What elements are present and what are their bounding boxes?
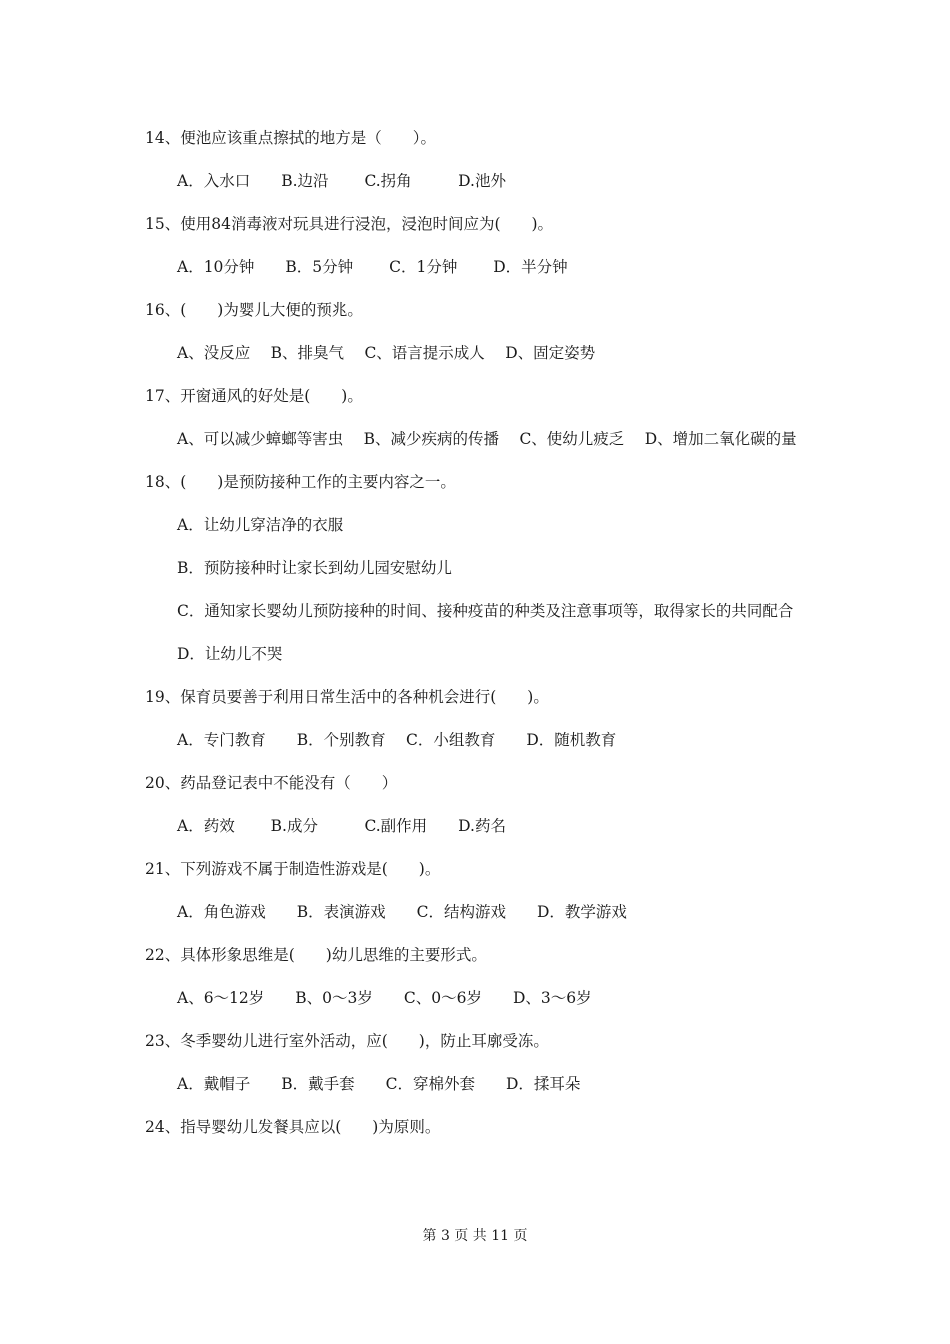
question-options xyxy=(145,425,810,454)
question-options: A．药效 B.成分 C.副作用 D.药名 xyxy=(177,817,506,835)
question-options: A、6～12岁 B、0～3岁 C、0～6岁 D、3～6岁 xyxy=(177,989,592,1007)
question-options: A．角色游戏 B．表演游戏 C．结构游戏 D．教学游戏 xyxy=(177,903,627,921)
question-21 xyxy=(145,855,810,927)
question-15 xyxy=(145,210,810,282)
question-23 xyxy=(145,1027,810,1099)
question-stem: 18、( )是预防接种工作的主要内容之一。 xyxy=(145,473,456,491)
question-16 xyxy=(145,296,810,368)
page-number-footer: 第 3 页 共 11 页 xyxy=(422,1228,528,1244)
question-stem: 19、保育员要善于利用日常生活中的各种机会进行( )。 xyxy=(145,688,549,706)
question-stem: 22、具体形象思维是( )幼儿思维的主要形式。 xyxy=(145,946,487,964)
question-stem: 14、便池应该重点擦拭的地方是（ ）。 xyxy=(145,129,436,147)
question-options: A．戴帽子 B．戴手套 C．穿棉外套 D．揉耳朵 xyxy=(177,1075,581,1093)
question-option-b: B．预防接种时让家长到幼儿园安慰幼儿 xyxy=(177,559,452,577)
question-stem: 20、药品登记表中不能没有（ ） xyxy=(145,774,398,792)
question-stem: 23、冬季婴幼儿进行室外活动，应( )，防止耳廓受冻。 xyxy=(145,1032,549,1050)
question-options: A．入水口 B.边沿 C.拐角 D.池外 xyxy=(177,172,506,190)
question-14 xyxy=(145,124,810,196)
question-stem: 24、指导婴幼儿发餐具应以( )为原则。 xyxy=(145,1118,441,1136)
question-stem: 15、使用84消毒液对玩具进行浸泡，浸泡时间应为( )。 xyxy=(145,215,554,233)
question-19 xyxy=(145,683,810,755)
question-list xyxy=(145,124,810,1156)
question-option-a: A．让幼儿穿洁净的衣服 xyxy=(177,516,344,534)
question-option-d: D．让幼儿不哭 xyxy=(177,645,283,663)
question-stem: 21、下列游戏不属于制造性游戏是( )。 xyxy=(145,860,441,878)
question-stem: 16、( )为婴儿大便的预兆。 xyxy=(145,301,363,319)
question-options: A．10分钟 B．5分钟 C．1分钟 D．半分钟 xyxy=(177,258,568,276)
question-18 xyxy=(145,468,810,669)
question-24 xyxy=(145,1113,810,1142)
question-20 xyxy=(145,769,810,841)
question-options: A、没反应 B、排臭气 C、语言提示成人 D、固定姿势 xyxy=(177,344,596,362)
question-17 xyxy=(145,382,810,454)
question-options-text: A、可以减少蟑螂等害虫 B、减少疾病的传播 C、使幼儿疲乏 D、增加二氧化碳的量 xyxy=(177,430,797,448)
question-option-c: C．通知家长婴幼儿预防接种的时间、接种疫苗的种类及注意事项等，取得家长的共同配合 xyxy=(177,602,794,620)
question-options: A．专门教育 B．个别教育 C．小组教育 D．随机教育 xyxy=(177,731,617,749)
question-stem: 17、开窗通风的好处是( )。 xyxy=(145,387,363,405)
question-22 xyxy=(145,941,810,1013)
